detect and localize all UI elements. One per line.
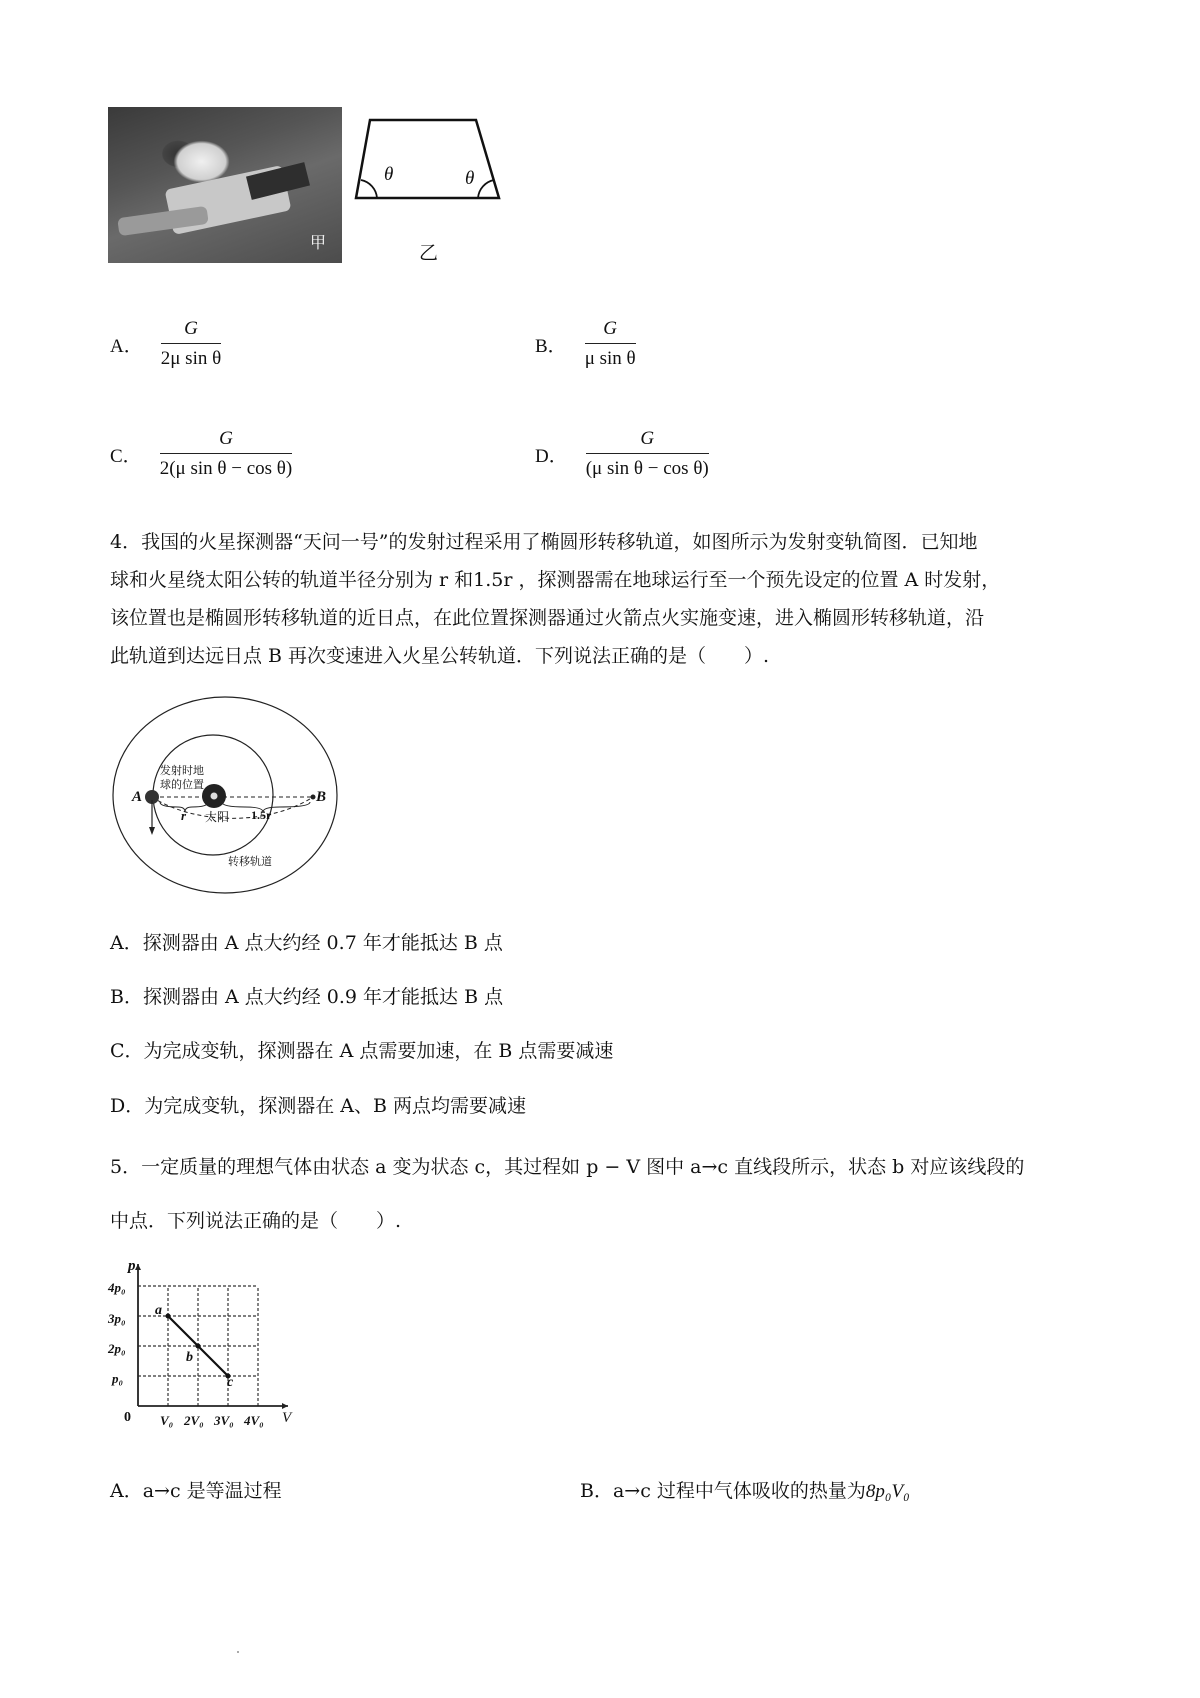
- pv-x-arrow: [282, 1403, 288, 1409]
- q4-stem-line: 球和火星绕太阳公转的轨道半径分别为 r 和1.5r ，探测器需在地球运行至一个预先设定的位置 A 时发射，: [110, 569, 1001, 591]
- q4-option-d[interactable]: D．为完成变轨，探测器在 A、B 两点均需要减速: [110, 1095, 526, 1117]
- angle-theta-left: θ: [384, 164, 394, 185]
- page-speck: [237, 1651, 239, 1653]
- pv-y-tick-label: 3p₀: [108, 1311, 126, 1326]
- pv-y-axis-label: p: [128, 1258, 136, 1274]
- q4-stem-line: 该位置也是椭圆形转移轨道的近日点，在此位置探测器通过火箭点火实施变速，进入椭圆形转移轨道，沿: [110, 607, 985, 629]
- velocity-arrow-head: [149, 827, 155, 835]
- trapezoid-shape: [356, 120, 499, 198]
- orbit-label-b: B: [316, 789, 327, 805]
- point-b-dot: [311, 795, 316, 800]
- pv-y-tick-label: p₀: [112, 1371, 124, 1386]
- pv-y-tick-label: 2p₀: [108, 1341, 126, 1356]
- q4-stem: [110, 523, 1110, 675]
- pv-x-tick-label: V₀: [160, 1413, 174, 1428]
- figure-jia-photo: [108, 107, 342, 263]
- q3-option-a[interactable]: [110, 318, 221, 370]
- pv-point-a: [166, 1314, 171, 1319]
- pv-point-b: [196, 1344, 201, 1349]
- q3-option-d[interactable]: [535, 428, 709, 480]
- option-fraction: [160, 428, 293, 480]
- angle-theta-right: θ: [465, 168, 475, 189]
- angle-arc-right: [478, 180, 494, 198]
- orbit-label-r: r: [181, 808, 187, 823]
- fraction-numerator: G: [184, 318, 198, 339]
- fraction-denominator: μ sin θ: [584, 348, 636, 369]
- transfer-orbit: [152, 797, 313, 818]
- figure-yi-label: 乙: [419, 242, 439, 264]
- fraction-denominator: 2μ sin θ: [160, 348, 222, 369]
- option-text: a→c 是等温过程: [142, 1480, 282, 1502]
- fraction-numerator: G: [603, 318, 618, 339]
- orbit-label-sun: 太阳: [205, 810, 230, 824]
- orbit-label-transfer: 转移轨道: [228, 855, 272, 868]
- sun-core: [211, 793, 218, 800]
- q3-option-c[interactable]: [110, 428, 292, 480]
- orbit-label-15r: 1.5r: [251, 808, 272, 822]
- option-value: 8p₀V₀: [865, 1481, 910, 1502]
- figure-jia-label: 甲: [309, 233, 326, 252]
- option-label: A．: [110, 1480, 143, 1502]
- q4-option-c[interactable]: C．为完成变轨，探测器在 A 点需要加速，在 B 点需要减速: [110, 1040, 614, 1062]
- fraction-numerator: G: [640, 428, 655, 449]
- figure-yi-trapezoid: [350, 112, 510, 207]
- q5-option-a[interactable]: [110, 1482, 282, 1501]
- q5-stem-line: 5．一定质量的理想气体由状态 a 变为状态 c，其过程如 p − V 图中 a→c 直线段所示，状态 b 对应该线段的: [110, 1156, 1025, 1178]
- q4-stem-line: 4．我国的火星探测器“天问一号”的发射过程采用了椭圆形转移轨道，如图所示为发射变轨简图．已知地: [110, 531, 978, 553]
- option-fraction: [585, 318, 636, 370]
- fraction-numerator: G: [219, 428, 233, 449]
- q4-option-a[interactable]: A．探测器由 A 点大约经 0.7 年才能抵达 B 点: [110, 932, 503, 954]
- pv-x-tick-label: 2V₀: [184, 1413, 204, 1428]
- option-label: D．: [535, 445, 568, 467]
- pv-point-label-b: b: [186, 1350, 193, 1365]
- option-label: B．: [580, 1480, 613, 1502]
- option-label: B．: [535, 335, 567, 357]
- option-text: a→c 过程中气体吸收的热量为: [612, 1480, 866, 1502]
- orbit-label-a: A: [132, 789, 143, 805]
- q5-option-b[interactable]: [580, 1482, 910, 1501]
- pv-x-axis-label: V: [282, 1410, 292, 1426]
- q3-option-b[interactable]: [535, 318, 636, 370]
- fraction-denominator: 2(μ sin θ − cos θ): [159, 458, 293, 479]
- q4-stem-line: 此轨道到达远日点 B 再次变速进入火星公转轨道．下列说法正确的是（ ）.: [110, 645, 770, 667]
- pv-point-label-a: a: [155, 1303, 162, 1318]
- orbit-label-earth-pos-2: 球的位置: [160, 778, 204, 791]
- option-label: C．: [110, 445, 142, 467]
- angle-arc-left: [361, 180, 377, 198]
- pv-x-tick-label: 4V₀: [244, 1413, 264, 1428]
- pv-point-label-c: c: [227, 1375, 234, 1390]
- option-fraction: [586, 428, 709, 480]
- pv-x-tick-label: 3V₀: [214, 1413, 234, 1428]
- pv-y-tick-label: 4p₀: [108, 1280, 126, 1295]
- orbit-label-earth-pos-1: 发射时地: [160, 764, 204, 777]
- pv-origin-label: 0: [124, 1410, 131, 1425]
- option-label: A．: [110, 335, 143, 357]
- q5-stem-line: 中点．下列说法正确的是（ ）.: [110, 1210, 402, 1232]
- option-fraction: [161, 318, 221, 370]
- q4-option-b[interactable]: B．探测器由 A 点大约经 0.9 年才能抵达 B 点: [110, 986, 504, 1008]
- fraction-denominator: (μ sin θ − cos θ): [585, 458, 709, 479]
